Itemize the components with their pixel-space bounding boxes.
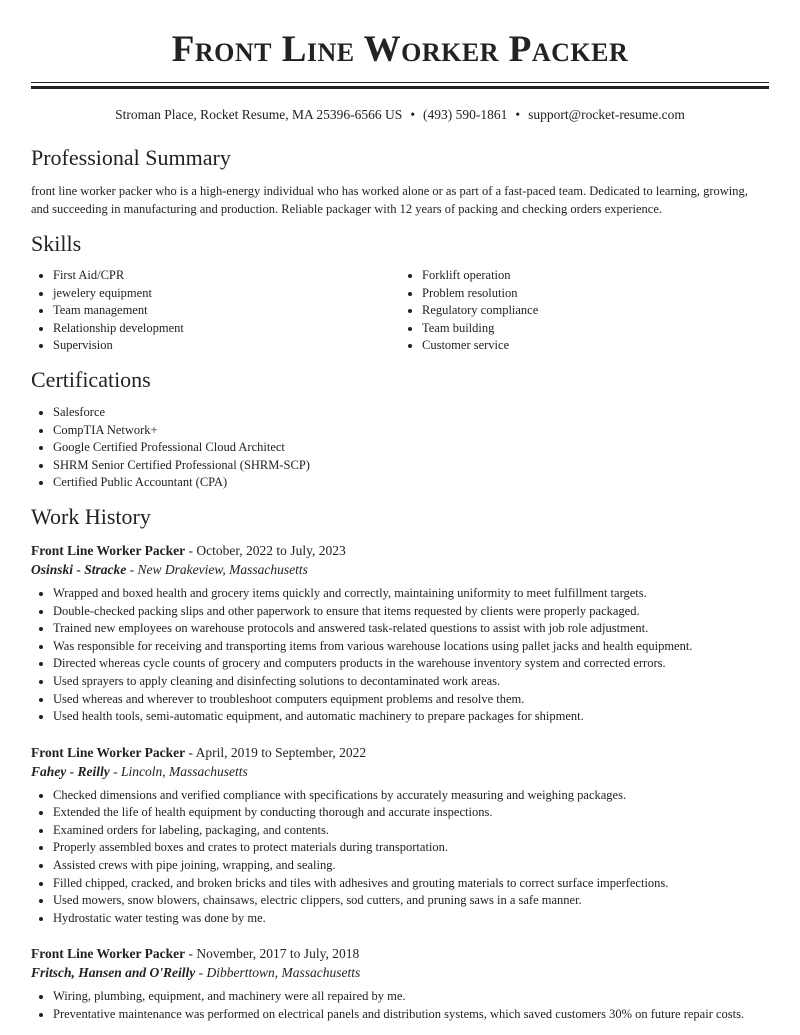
- skill-item: • Problem resolution: [422, 285, 769, 303]
- section-heading-certifications: Certifications: [31, 366, 151, 392]
- job-bullet: • Examined orders for labeling, packaging, and contents.: [53, 822, 769, 840]
- section-heading-skills: Skills: [31, 231, 82, 256]
- section-heading-work-history: Work History: [31, 503, 151, 529]
- job-bullet: • Preventative maintenance was performed on electrical panels and distribution systems, which saved customers 30% on future repair costs.: [53, 1006, 769, 1024]
- job-title-line: [31, 541, 769, 560]
- job-bullet: • Properly assembled boxes and crates to protect materials during transportation.: [53, 839, 769, 857]
- skill-item: • jewelery equipment: [53, 285, 400, 303]
- job-company-line: [31, 762, 769, 782]
- contact-email[interactable]: support@rocket-resume.com: [528, 107, 685, 122]
- contact-address: Stroman Place, Rocket Resume, MA 25396-6566 US: [115, 107, 403, 122]
- job-company-line: [31, 963, 769, 983]
- job-bullet: • Used health tools, semi-automatic equipment, and automatic machinery to prepare packages for shipment.: [53, 708, 769, 726]
- job-entry: [31, 541, 769, 726]
- resume-page: [31, 0, 769, 1024]
- job-bullet: • Extended the life of health equipment by conducting thorough and accurate inspections.: [53, 804, 769, 822]
- job-entry: [31, 743, 769, 928]
- skill-item: • Customer service: [422, 337, 769, 355]
- header-divider: [31, 82, 769, 89]
- job-location: - Lincoln, Massachusetts: [109, 763, 248, 779]
- section-heading-summary: Professional Summary: [31, 145, 231, 170]
- certification-item: • Certified Public Accountant (CPA): [53, 474, 769, 492]
- job-bullet: • Assisted crews with pipe joining, wrapping, and sealing.: [53, 857, 769, 875]
- certifications-list: [31, 404, 769, 492]
- job-dates: - April, 2019 to September, 2022: [185, 744, 367, 760]
- job-dates: - October, 2022 to July, 2023: [185, 542, 346, 558]
- job-title-line: [31, 743, 769, 762]
- job-bullet: • Directed whereas cycle counts of grocery and computers products in the warehouse inventory system and corrected errors.: [53, 655, 769, 673]
- contact-separator: •: [515, 107, 521, 122]
- certification-item: • Salesforce: [53, 404, 769, 422]
- job-entry: [31, 944, 769, 1023]
- job-dates: - November, 2017 to July, 2018: [185, 946, 360, 962]
- job-bullet: • Used whereas and wherever to troubleshoot computers equipment problems and resolve them.: [53, 691, 769, 709]
- job-bullet: • Hydrostatic water testing was done by me.: [53, 910, 769, 928]
- certification-item: • Google Certified Professional Cloud Architect: [53, 439, 769, 457]
- skills-right-list: [400, 267, 769, 355]
- skill-item: • Team building: [422, 320, 769, 338]
- job-bullet: • Filled chipped, cracked, and broken bricks and tiles with adhesives and grouting materials to correct surface imperfections.: [53, 875, 769, 893]
- job-bullets: [31, 988, 769, 1023]
- job-company: Osinski - Stracke: [31, 561, 127, 577]
- summary-text: front line worker packer who is a high-energy individual who has worked alone or as part of a fast-paced team. Dedicated to learning, growing, and succeeding in manufacturing and production. Reliable packager with 12 years of packing and checking orders experience.: [31, 184, 748, 216]
- job-bullets: [31, 787, 769, 928]
- skills-left-list: [31, 267, 400, 355]
- job-bullet: • Used mowers, snow blowers, chainsaws, electric clippers, sod cutters, and pruning saws in a safe manner.: [53, 892, 769, 910]
- job-bullets: [31, 585, 769, 726]
- job-company-line: [31, 560, 769, 580]
- job-title-line: [31, 944, 769, 963]
- job-title: Front Line Worker Packer: [31, 744, 186, 760]
- job-bullet: • Trained new employees on warehouse protocols and answered task-related questions to assist with job role adjustment.: [53, 620, 769, 638]
- skill-item: • First Aid/CPR: [53, 267, 400, 285]
- contact-separator: •: [410, 107, 416, 122]
- job-title: Front Line Worker Packer: [31, 946, 186, 962]
- job-bullet: • Was responsible for receiving and transporting items from various warehouse locations using pallet jacks and health equipment.: [53, 638, 769, 656]
- job-company: Fritsch, Hansen and O'Reilly: [31, 965, 196, 981]
- job-bullet: • Wiring, plumbing, equipment, and machinery were all repaired by me.: [53, 988, 769, 1006]
- job-bullet: • Wrapped and boxed health and grocery items quickly and correctly, maintaining uniformity to meet fulfillment targets.: [53, 585, 769, 603]
- certification-item: • SHRM Senior Certified Professional (SHRM-SCP): [53, 457, 769, 475]
- skill-item: • Forklift operation: [422, 267, 769, 285]
- job-company: Fahey - Reilly: [31, 763, 110, 779]
- contact-line: [31, 106, 769, 124]
- skill-item: • Supervision: [53, 337, 400, 355]
- skills-columns: [31, 267, 769, 355]
- job-location: - New Drakeview, Massachusetts: [126, 561, 308, 577]
- certification-item: • CompTIA Network+: [53, 422, 769, 440]
- job-bullet: • Checked dimensions and verified compliance with specifications by accurately measuring and weighing packages.: [53, 787, 769, 805]
- summary-section: [31, 144, 769, 218]
- skills-section: [31, 230, 769, 355]
- candidate-name: Front Line Worker Packer: [171, 29, 629, 70]
- contact-phone: (493) 590-1861: [423, 107, 508, 122]
- job-bullet: • Used sprayers to apply cleaning and disinfecting solutions to decontaminated work areas.: [53, 673, 769, 691]
- work-history-section: [31, 503, 769, 1024]
- job-location: - Dibberttown, Massachusetts: [195, 965, 361, 981]
- certifications-section: [31, 366, 769, 492]
- skill-item: • Relationship development: [53, 320, 400, 338]
- job-title: Front Line Worker Packer: [31, 542, 186, 558]
- skill-item: • Regulatory compliance: [422, 302, 769, 320]
- job-bullet: • Double-checked packing slips and other paperwork to ensure that items requested by clients were properly packaged.: [53, 603, 769, 621]
- skill-item: • Team management: [53, 302, 400, 320]
